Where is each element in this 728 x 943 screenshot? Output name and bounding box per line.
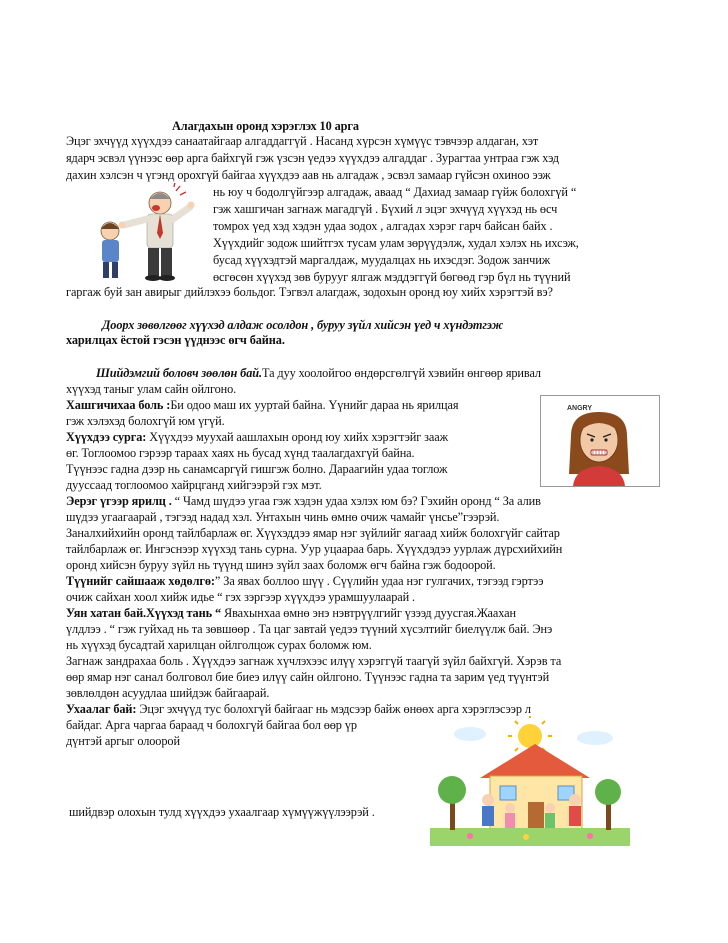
tip-line: нь хүүхэд бусадтай харилцан ойлголцож сурах боломж юм. xyxy=(66,638,372,652)
tip-paragraph: Түүнийг сайшааж хөдөлгө:” За явах боллоо шүү . Сүүлийн удаа нэг гулгачих, тэгээд гэртээ xyxy=(66,574,544,588)
intro-line: томрох үед хэд хэдэн удаа зодох , алгадах хэрэг гарч байсан байх . xyxy=(213,219,553,233)
angry-caption: ANGRY xyxy=(567,405,593,412)
tip-paragraph: Шийдэмгий боловч зөөлөн бай.Та дуу хоолойгоо өндөрсгөлгүй хэвийн өнгөөр яривал xyxy=(96,366,541,380)
tip-line: дүнтэй аргыг олоорой xyxy=(66,734,180,748)
scolding-father-illustration xyxy=(84,183,208,283)
tip-heading: Хашгичихаа боль : xyxy=(66,398,171,412)
intro-line: өсгөсөн хүүхэд зөв бурууг ялгаж мэддэггүй бөгөөд гэр бүл нь түүний xyxy=(213,270,571,284)
tip-heading: Эерэг үгээр ярилц . xyxy=(66,494,172,508)
tip-line: өөр ямар нэг санал болговол бие биеэ илүү сайн ойлгоно. Түүнээс гадна та зарим үед түүнтэй xyxy=(66,670,550,684)
tip-line: хүүхэд таныг улам сайн ойлгоно. xyxy=(66,382,237,396)
tip-line: дууссаад тоглоомоо хайрцганд хийгээрэй гэх мэт. xyxy=(66,478,322,492)
tip-heading: Уян хатан бай. xyxy=(66,606,147,620)
tip-paragraph: Хашгичихаа боль :Би одоо маш их ууртай байна. Үүнийг дараа нь ярилцая xyxy=(66,398,459,412)
intro-line: Эцэг эхчүүд хүүхдээ санаатайгаар алгаддаггүй . Насанд хүрсэн хүмүүс тэвчээр алдаган, хэт xyxy=(66,134,539,148)
tip-heading: Түүнийг сайшааж хөдөлгө: xyxy=(66,574,215,588)
intro-line: гэж хашгичан загнаж магадгүй . Бүхий л эцэг эхчүүд хүүхэд нь өсч xyxy=(213,202,558,216)
tip-heading: Хүүхдээ сурга: xyxy=(66,430,147,444)
advice-subheading: харилцах ёстой гэсэн үүднээс өгч байна. xyxy=(66,333,285,347)
tip-line: байдаг. Арга чаргаа бараад ч болохгүй байгаа бол өөр үр xyxy=(66,718,357,732)
tip-line: гэж хэлэхэд болохгүй юм үгүй. xyxy=(66,414,225,428)
tip-line: өг. Тоглоомоо гэрээр тараах хаях нь бусад хүнд таалагдахгүй байна. xyxy=(66,446,415,460)
tip-paragraph: Уян хатан бай.Хүүхэд тань “ Явахынхаа өмнө энэ нэвтрүүлгийг үзээд дуусгая.Жаахан xyxy=(66,606,516,620)
advice-subheading: Доорх зөвөлгөөг хүүхэд алдаж осолдон , буруу зүйл хийсэн үед ч хүндэтгэж xyxy=(102,318,504,332)
tip-line: Түүнээс гадна дээр нь санамсаргүй гишгэж болно. Дараагийн удаа тоглож xyxy=(66,462,448,476)
tip-line: зөвлөлдөн асуудлаа шийдэж байгаарай. xyxy=(66,686,270,700)
intro-line: дахин хэлсэн ч үгэнд орохгүй байгаа хүүхдээ аав нь алгадаж , эсвэл замаар гүйсэн охиноо ээж xyxy=(66,168,551,182)
tip-line: Заналхийхийн оронд тайлбарлаж өг. Хүүхэддээ ямар нэг зүйлийг яагаад хийж болохгүйг сайтар xyxy=(66,526,560,540)
tip-line: оронд хийсэн буруу зүйл нь түүнд шинэ зүйл заах боломж өгч байна гэж бодоорой. xyxy=(66,558,496,572)
intro-line: гаргаж буй зан авирыг дийлэхээ больдог. Тэгвэл алагдаж, зодохын оронд юу хийх хэрэгтэй вэ? xyxy=(66,285,553,299)
tip-paragraph: Эерэг үгээр ярилц . “ Чамд шүдээ угаа гэж хэдэн удаа хэлэх юм бэ? Гэхийн оронд “ За алив xyxy=(66,494,541,508)
family-house-illustration xyxy=(430,716,630,846)
tip-line: Загнаж зандрахаа боль . Хүүхдээ загнаж хүчлэхээс илүү хэрэггүй таагүй зүйл байхгүй. Хэрэв та xyxy=(66,654,562,668)
tip-line: үлдлээ . “ гэж гуйхад нь та зөвшөөр . Та цаг завтай үедээ түүний хүсэлтийг биелүүлж бай. Энэ xyxy=(66,622,553,636)
tip-paragraph: Ухаалаг бай: Эцэг эхчүүд тус болохгүй байгааг нь мэдсээр байж өнөөх арга хэрэглэсээр л xyxy=(66,702,531,716)
intro-line: бусад хүүхэдтэй маргалдаж, муудалцах нь ихэсдэг. Зодож занчиж xyxy=(213,253,551,267)
angry-girl-illustration xyxy=(540,395,660,487)
tip-line: тайлбарлаж өг. Ингэснээр хүүхэд тань сурна. Уур уцаараа барь. Хүүхдэдээ уурлаж дүрсхийхийн xyxy=(66,542,563,556)
intro-line: нь юу ч бодолгүйгээр алгадаж, аваад “ Дахиад замаар гүйж болохгүй “ xyxy=(213,185,577,199)
tip-heading: Шийдэмгий боловч зөөлөн бай. xyxy=(96,366,262,380)
intro-line: ядарч эсвэл үүнээс өөр арга байхгүй гэж үзсэн үедээ хүүхдээ алгаддаг . Зурагтаа унтраа гэж хэд xyxy=(66,151,559,165)
intro-line: Хүүхдийг зодож шийтгэх тусам улам зөрүүдэлж, худал хэлэх нь ихсэж, xyxy=(213,236,579,250)
tip-paragraph: Хүүхдээ сурга: Хүүхдээ муухай аашлахын оронд юу хийх хэрэгтэйг зааж xyxy=(66,430,449,444)
tip-heading: Ухаалаг бай: xyxy=(66,702,137,716)
tip-line: шүдээ угаагаарай , тэгээд надад хэл. Унтахын чинь өмнө очиж чамайг үнсье”гээрэй. xyxy=(66,510,500,524)
page-title: Алагдахын оронд хэрэглэх 10 арга xyxy=(172,119,359,133)
closing-line: шийдвэр олохын тулд хүүхдээ ухаалгаар хүмүүжүүлээрэй . xyxy=(69,805,375,819)
tip-line: очиж сайхан хоол хийж идье “ гэх зэргээр хүүхдээ урамшуулаарай . xyxy=(66,590,416,604)
